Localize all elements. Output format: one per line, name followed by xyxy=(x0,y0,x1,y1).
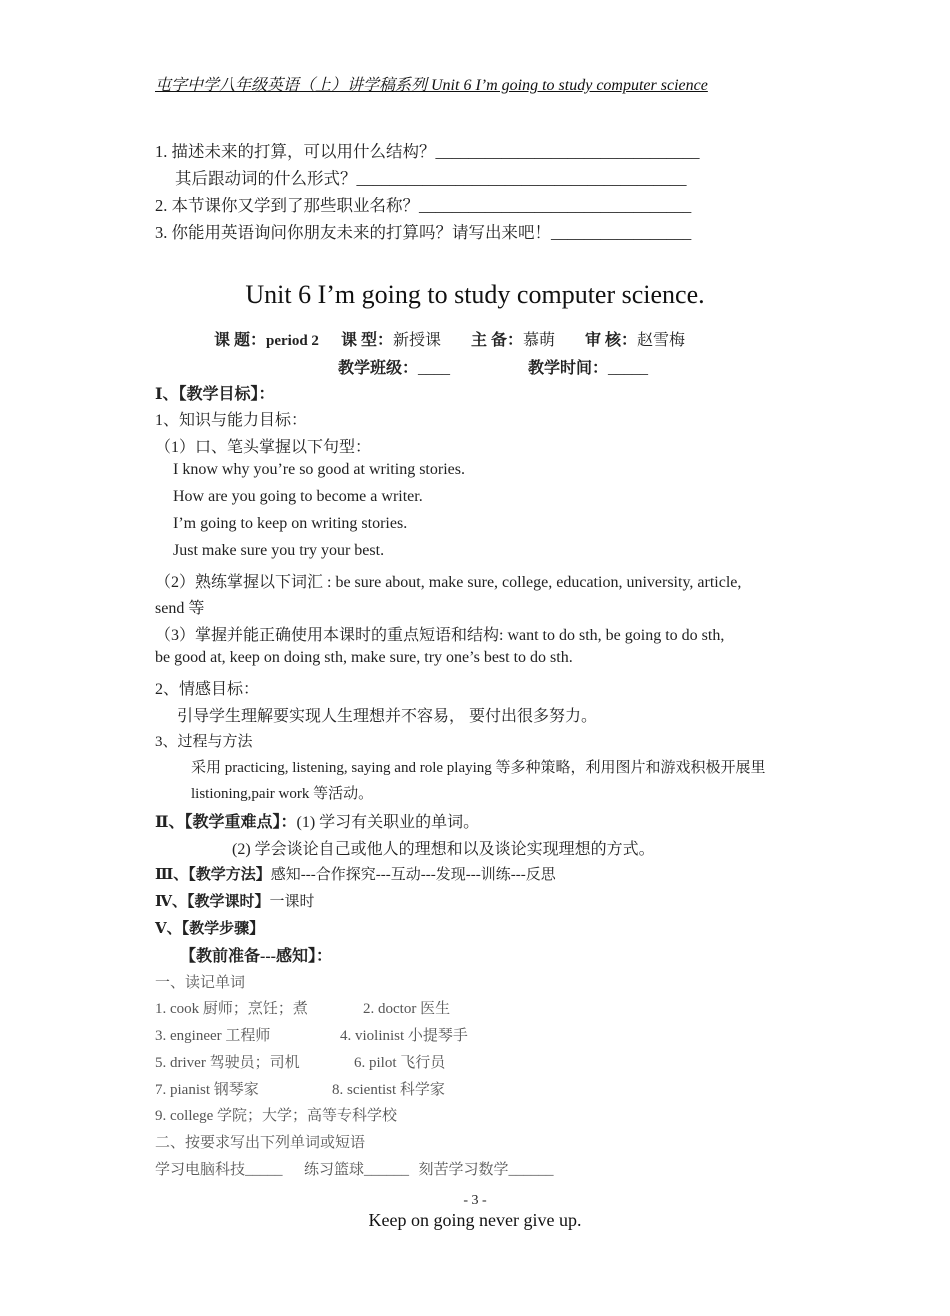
section-2-item-1: (1) 学习有关职业的单词。 xyxy=(296,814,480,831)
vocab-item: 4. violinist 小提琴手 xyxy=(340,1028,468,1044)
class-time-row xyxy=(338,355,648,378)
section-1-2: 2、情感目标： xyxy=(155,681,260,698)
page-number: - 3 - xyxy=(463,1193,487,1208)
type-label: 课 型： xyxy=(340,332,393,349)
write-item: 学习电脑科技_____ xyxy=(155,1162,283,1178)
sentence-1: I know why you’re so good at writing stories. xyxy=(173,461,465,478)
lesson-meta-row xyxy=(214,327,685,350)
review-label: 审 核： xyxy=(585,332,638,349)
write-item: 刻苦学习数学______ xyxy=(418,1162,554,1178)
read-heading: 一、读记单词 xyxy=(155,975,246,991)
method-line-1: 采用 practicing, listening, saying and role playing 等多种策略，利用图片和游戏积极开展里 xyxy=(191,760,766,776)
sentence-4: Just make sure you try your best. xyxy=(173,542,385,559)
vocab-item: 9. college 学院；大学；高等专科学校 xyxy=(155,1108,398,1124)
vocab-objective-line-2: send 等 xyxy=(155,600,205,617)
sentence-3: I’m going to keep on writing stories. xyxy=(173,515,408,532)
class-label: 教学班级： xyxy=(338,360,419,377)
question-3-blank: _________________ xyxy=(551,223,692,242)
question-2-text: 2. 本节课你又学到了那些职业名称？ xyxy=(155,196,419,215)
write-item: 练习篮球______ xyxy=(304,1162,410,1178)
section-1-3: 3、过程与方法 xyxy=(155,734,253,750)
section-1-1: 1、知识与能力目标： xyxy=(155,412,308,429)
section-4-row xyxy=(155,890,315,911)
section-1-heading: Ⅰ、【教学目标】： xyxy=(155,386,275,403)
class-blank: ____ xyxy=(418,360,451,377)
section-2-heading: Ⅱ、【教学重难点】： xyxy=(155,814,297,831)
topic-value: period 2 xyxy=(266,333,319,349)
question-1-text: 1. 描述未来的打算，可以用什么结构？ xyxy=(155,142,436,161)
review-value: 赵雪梅 xyxy=(637,332,686,349)
phrase-objective-line-1: （3）掌握并能正确使用本课时的重点短语和结构: want to do sth, be going to do sth, xyxy=(155,627,725,644)
question-1 xyxy=(155,138,700,162)
section-5-heading: Ⅴ、【教学步骤】 xyxy=(155,921,265,937)
section-3-text: 感知---合作探究---互动---发现---训练---反思 xyxy=(270,867,556,883)
vocab-item: 5. driver 驾驶员；司机 xyxy=(155,1055,300,1071)
prep-heading: 【教前准备---感知】： xyxy=(180,948,332,965)
sentence-2: How are you going to become a writer. xyxy=(173,488,423,505)
page-header: 屯字中学八年级英语（上）讲学稿系列 Unit 6 I’m going to study computer science xyxy=(155,77,708,94)
vocab-item: 6. pilot 飞行员 xyxy=(354,1055,446,1071)
unit-title: Unit 6 I’m going to study computer science. xyxy=(245,280,705,309)
vocab-objective-line-1: （2）熟练掌握以下词汇 : be sure about, make sure, college, education, university, article, xyxy=(155,574,742,591)
lead-value: 慕萌 xyxy=(522,332,555,349)
time-blank: _____ xyxy=(608,360,649,377)
section-1-1-1: （1）口、笔头掌握以下句型： xyxy=(155,439,372,456)
topic-label: 课 题： xyxy=(214,332,267,349)
phrase-objective-line-2: be good at, keep on doing sth, make sure, try one’s best to do sth. xyxy=(155,649,573,666)
section-2-item-2: (2) 学会谈论自己或他人的理想和以及谈论实现理想的方式。 xyxy=(232,841,655,858)
vocab-item: 7. pianist 钢琴家 xyxy=(155,1082,259,1098)
section-4-text: 一课时 xyxy=(269,894,315,910)
question-1b-blank: ________________________________________ xyxy=(356,169,687,188)
section-2-row xyxy=(155,809,479,832)
question-3-text: 3. 你能用英语询问你朋友未来的打算吗？请写出来吧！ xyxy=(155,223,551,242)
vocab-item: 3. engineer 工程师 xyxy=(155,1028,271,1044)
question-1b xyxy=(175,165,687,189)
emotion-objective: 引导学生理解要实现人生理想并不容易， 要付出很多努力。 xyxy=(177,708,598,725)
section-4-heading: Ⅳ、【教学课时】 xyxy=(155,894,270,910)
question-3 xyxy=(155,219,691,243)
section-3-heading: Ⅲ、【教学方法】 xyxy=(155,867,271,883)
type-value: 新授课 xyxy=(392,332,441,349)
write-items-row xyxy=(155,1158,554,1179)
write-heading: 二、按要求写出下列单词或短语 xyxy=(155,1135,366,1151)
section-3-row xyxy=(155,863,556,884)
question-1b-text: 其后跟动词的什么形式？ xyxy=(175,169,357,188)
vocab-item: 1. cook 厨师；烹饪；煮 xyxy=(155,1001,308,1017)
lead-label: 主 备： xyxy=(470,332,523,349)
question-1-blank: ________________________________ xyxy=(435,142,700,161)
question-2 xyxy=(155,192,691,216)
vocab-item: 2. doctor 医生 xyxy=(363,1001,451,1017)
method-line-2: listioning,pair work 等活动。 xyxy=(191,786,374,802)
question-2-blank: _________________________________ xyxy=(419,196,692,215)
footer-motto: Keep on going never give up. xyxy=(368,1210,582,1230)
vocab-item: 8. scientist 科学家 xyxy=(332,1082,445,1098)
time-label: 教学时间： xyxy=(528,360,609,377)
